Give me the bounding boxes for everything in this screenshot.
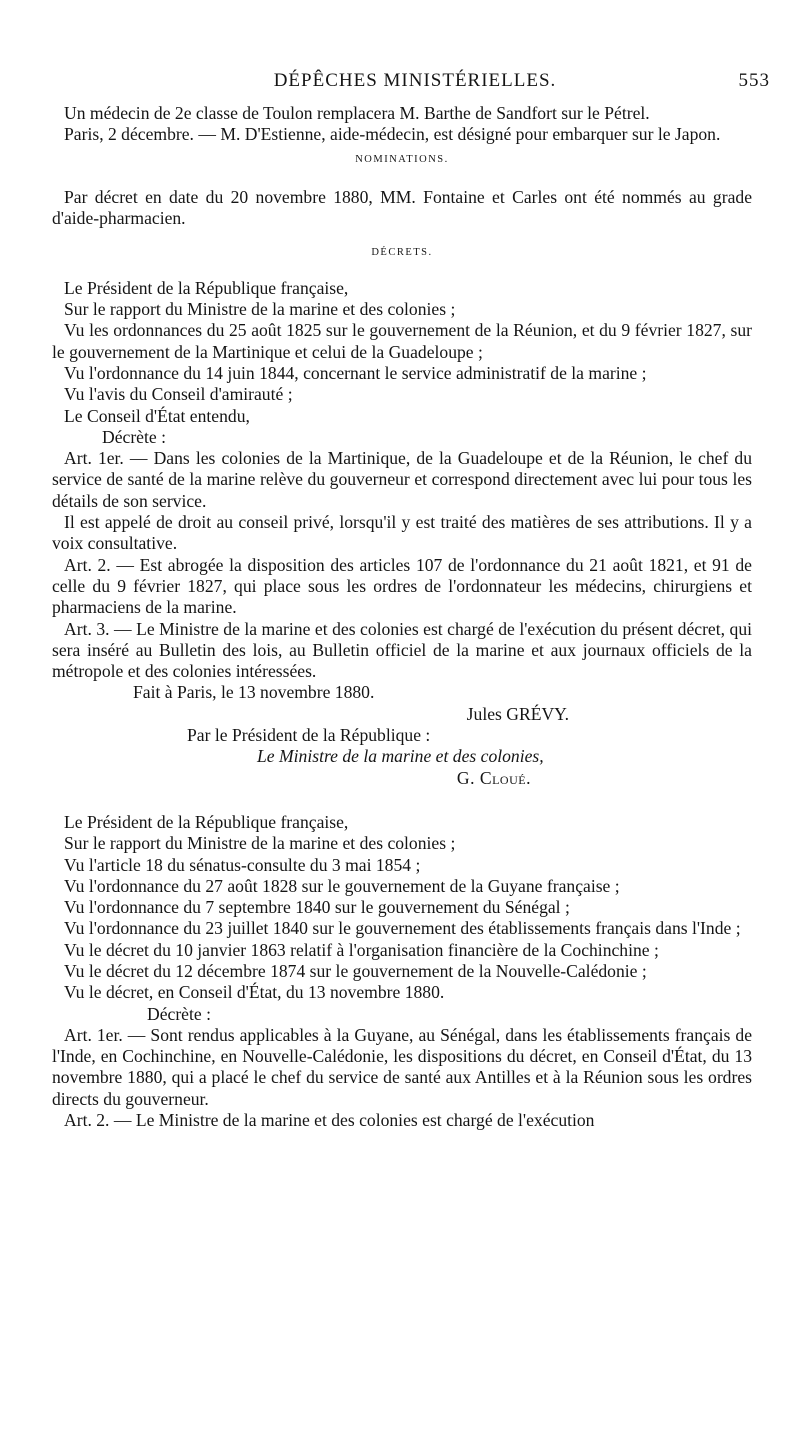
paragraph: Vu le décret du 10 janvier 1863 relatif à l'organisation financière de la Cochinchine ;	[64, 939, 659, 960]
section-heading-decrets: DÉCRETS.	[371, 247, 433, 259]
signature-president: Jules GRÉVY.	[466, 703, 569, 724]
signature-minister: G. Cloué.	[456, 767, 531, 788]
paragraph: Vu l'ordonnance du 7 septembre 1840 sur le gouvernement du Sénégal ;	[64, 897, 570, 918]
page-body	[52, 103, 752, 1131]
running-header	[60, 70, 770, 96]
paragraph: Un médecin de 2e classe de Toulon remplacera M. Barthe de Sandfort sur le Pétrel.	[64, 103, 650, 123]
article: Art. 3. — Le Ministre de la marine et des colonies est chargé de l'exécution du présent décret, qui sera inséré au Bulletin des lois, au Bulletin officiel de la marine et aux journaux officiels de la métropole et des colonies intéressées.	[52, 618, 752, 682]
paragraph: Par décret en date du 20 novembre 1880, MM. Fontaine et Carles ont été nommés au grade d'aide-pharmacien.	[52, 186, 752, 229]
countersign-line: Par le Président de la République :	[187, 725, 431, 746]
paragraph: Vu les ordonnances du 25 août 1825 sur le gouvernement de la Réunion, et du 9 février 1827, sur le gouvernement de la Martinique et celui de la Guadeloupe ;	[52, 320, 752, 362]
decree-keyword: Décrète :	[147, 1003, 211, 1024]
running-title: DÉPÊCHES MINISTÉRIELLES.	[273, 70, 557, 91]
paragraph: Vu le décret, en Conseil d'État, du 13 novembre 1880.	[64, 982, 445, 1003]
article: Art. 1er. — Dans les colonies de la Martinique, de la Guadeloupe et de la Réunion, le chef du service de santé de la marine relève du gouverneur et correspond directement avec lui pour tous les détails de son service.	[52, 448, 752, 511]
paragraph: Le Président de la République française,	[64, 811, 349, 832]
paragraph: Vu l'ordonnance du 23 juillet 1840 sur le gouvernement des établissements français dans l'Inde ;	[64, 918, 741, 939]
paragraph: Vu le décret du 12 décembre 1874 sur le gouvernement de la Nouvelle-Calédonie ;	[64, 960, 647, 981]
paragraph: Il est appelé de droit au conseil privé, lorsqu'il y est traité des matières de ses attributions. Il y a voix consultative.	[52, 512, 752, 554]
paragraph: Le Conseil d'État entendu,	[64, 405, 250, 426]
paragraph: Sur le rapport du Ministre de la marine et des colonies ;	[64, 833, 456, 854]
date-line: Fait à Paris, le 13 novembre 1880.	[133, 682, 375, 703]
paragraph: Vu l'avis du Conseil d'amirauté ;	[64, 384, 293, 405]
page-number: 553	[738, 70, 770, 91]
article: Art. 1er. — Sont rendus applicables à la Guyane, au Sénégal, dans les établissements français de l'Inde, en Cochinchine, en Nouvelle-Calédonie, les dispositions du décret, en Conseil d'État, du 13 novembre 1880, qui a placé le chef du service de santé aux Antilles et à la Réunion sous les ordres directs du gouverneur.	[52, 1024, 752, 1109]
decree-keyword: Décrète :	[102, 426, 166, 447]
paragraph: Le Président de la République française,	[64, 277, 349, 298]
minister-line: Le Ministre de la marine et des colonies,	[257, 746, 544, 767]
paragraph: Sur le rapport du Ministre de la marine et des colonies ;	[64, 299, 456, 320]
paragraph: Vu l'article 18 du sénatus-consulte du 3 mai 1854 ;	[64, 854, 421, 875]
paragraph: Vu l'ordonnance du 27 août 1828 sur le gouvernement de la Guyane française ;	[64, 875, 620, 896]
article: Art. 2. — Est abrogée la disposition des articles 107 de l'ordonnance du 21 août 1821, et 91 de celle du 9 février 1827, qui place sous les ordres de l'ordonnateur les médecins, chirurgiens et pharmaciens de la marine.	[52, 554, 752, 618]
section-heading-nominations: NOMINATIONS.	[355, 153, 449, 165]
paragraph: Vu l'ordonnance du 14 juin 1844, concernant le service administratif de la marine ;	[64, 362, 647, 383]
article: Art. 2. — Le Ministre de la marine et des colonies est chargé de l'exécution	[64, 1110, 595, 1131]
paragraph: Paris, 2 décembre. — M. D'Estienne, aide-médecin, est désigné pour embarquer sur le Japon.	[64, 124, 721, 145]
